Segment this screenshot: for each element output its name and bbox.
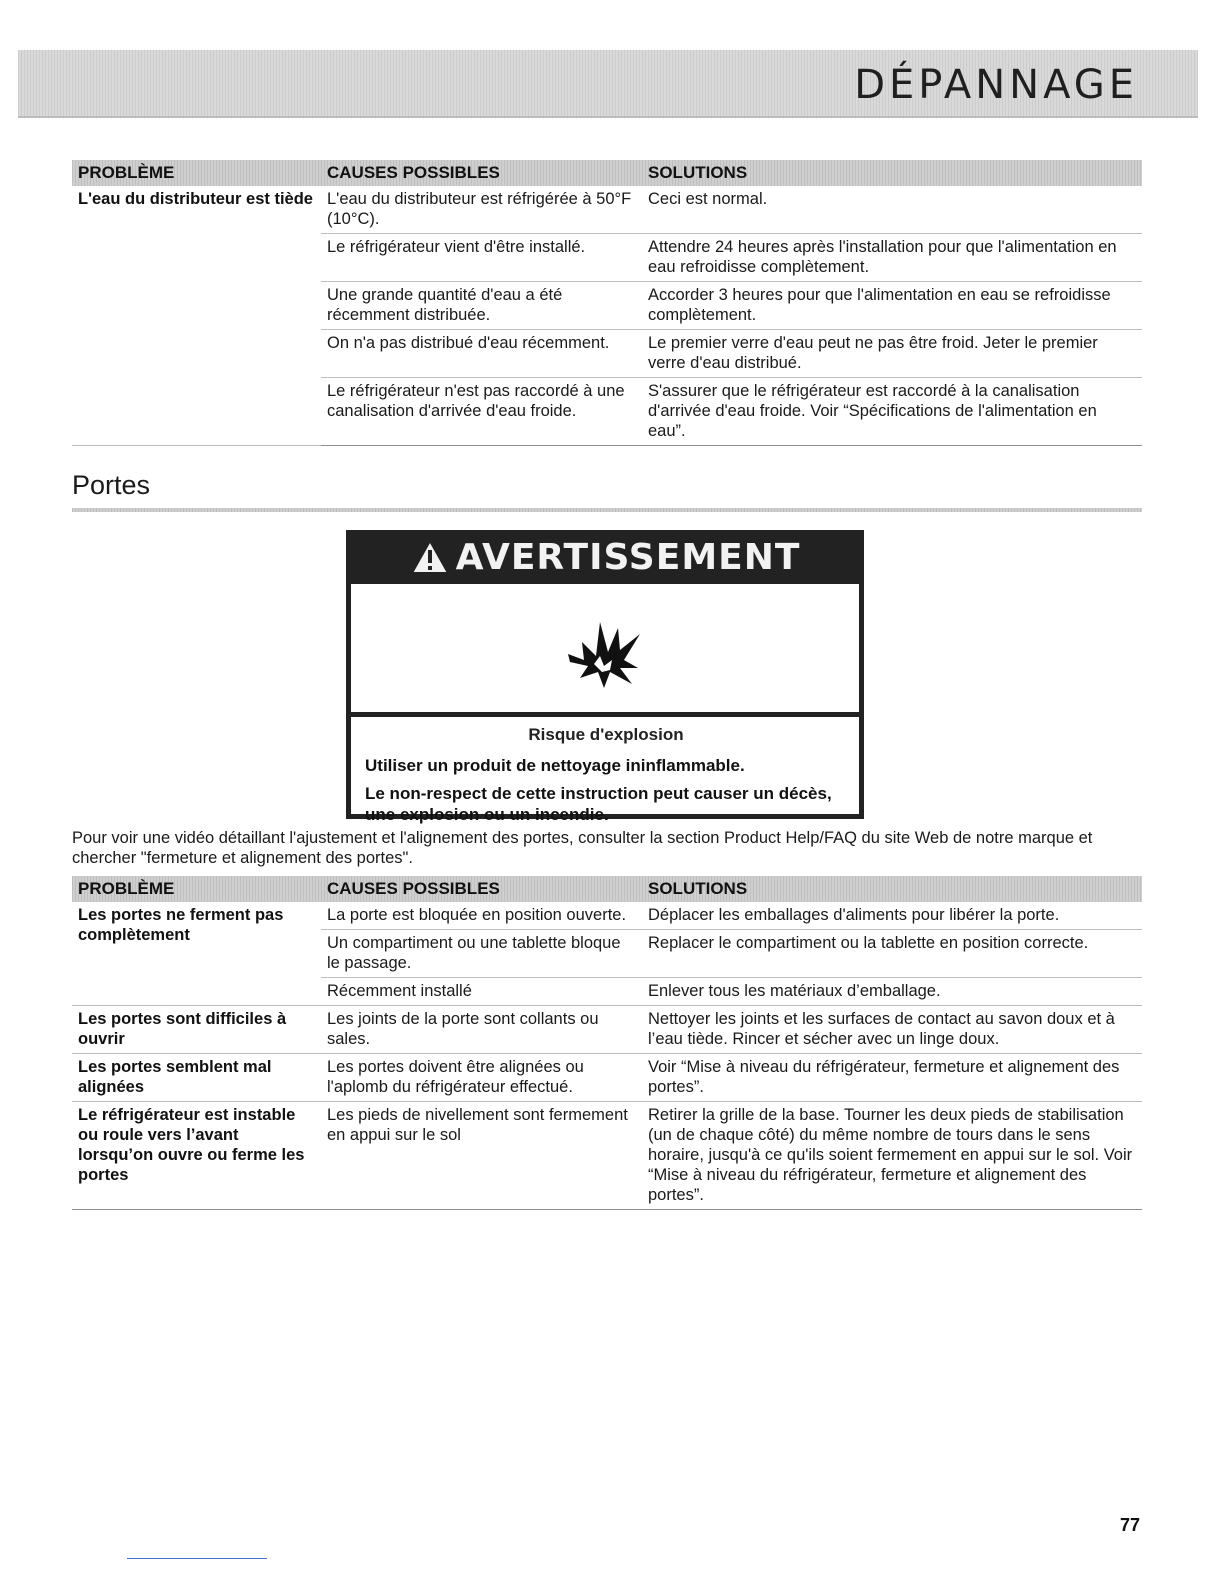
header-causes: CAUSES POSSIBLES [321, 876, 642, 902]
warning-risk: Risque d'explosion [528, 725, 684, 744]
solution-cell: Replacer le compartiment ou la tablette en position correcte. [642, 930, 1142, 978]
warning-title: AVERTISSEMENT [455, 536, 801, 578]
explosion-icon [560, 606, 650, 690]
table-header-row [72, 876, 1142, 902]
cause-cell: Un compartiment ou une tablette bloque le passage. [321, 930, 642, 978]
solution-cell: Le premier verre d'eau peut ne pas être froid. Jeter le premier verre d'eau distribué. [642, 330, 1142, 378]
table-row [72, 902, 1142, 930]
section-divider [72, 508, 1142, 512]
solution-cell: Enlever tous les matériaux d’emballage. [642, 978, 1142, 1006]
problem-cell: Les portes semblent mal alignées [72, 1054, 321, 1102]
problem-cell: Les portes ne ferment pas complètement [72, 902, 321, 1006]
cause-cell: Récemment installé [321, 978, 642, 1006]
table-row [72, 1006, 1142, 1054]
page-title: DÉPANNAGE [854, 62, 1138, 108]
cause-cell: La porte est bloquée en position ouverte. [321, 902, 642, 930]
solution-cell: Nettoyer les joints et les surfaces de contact au savon doux et à l’eau tiède. Rincer et sécher avec un linge doux. [642, 1006, 1142, 1054]
cause-cell: L'eau du distributeur est réfrigérée à 50°F (10°C). [321, 186, 642, 234]
page-number: 77 [1120, 1515, 1141, 1535]
cause-cell: Les portes doivent être alignées ou l'aplomb du réfrigérateur effectué. [321, 1054, 642, 1102]
problem-cell: L'eau du distributeur est tiède [72, 186, 321, 446]
header-solutions: SOLUTIONS [642, 876, 1142, 902]
table-row [72, 1054, 1142, 1102]
doors-troubleshooting-table [72, 876, 1142, 1210]
problem-cell: Le réfrigérateur est instable ou roule vers l’avant lorsqu’on ouvre ou ferme les portes [72, 1102, 321, 1210]
solution-cell: Accorder 3 heures pour que l'alimentation en eau se refroidisse complètement. [642, 282, 1142, 330]
water-troubleshooting-table [72, 160, 1142, 446]
warning-box [346, 530, 864, 824]
cause-cell: Les joints de la porte sont collants ou sales. [321, 1006, 642, 1054]
solution-cell: Ceci est normal. [642, 186, 1142, 234]
header-problem: PROBLÈME [72, 160, 321, 186]
warning-instruction: Utiliser un produit de nettoyage ininflammable. [365, 756, 745, 775]
problem-cell: Les portes sont difficiles à ouvrir [72, 1006, 321, 1054]
warning-icon-panel [351, 584, 859, 712]
warning-consequence: Le non-respect de cette instruction peut causer un décès, une explosion ou un incendie. [365, 784, 832, 824]
header-solutions: SOLUTIONS [642, 160, 1142, 186]
cause-cell: Les pieds de nivellement sont fermement en appui sur le sol [321, 1102, 642, 1210]
cause-cell: On n'a pas distribué d'eau récemment. [321, 330, 642, 378]
header-causes: CAUSES POSSIBLES [321, 160, 642, 186]
section-title: Portes [72, 470, 151, 500]
header-problem: PROBLÈME [72, 876, 321, 902]
table-row [72, 1102, 1142, 1210]
warning-text-panel [351, 717, 859, 824]
solution-cell: Attendre 24 heures après l'installation pour que l'alimentation en eau refroidisse complètement. [642, 234, 1142, 282]
solution-cell: S'assurer que le réfrigérateur est raccordé à la canalisation d'arrivée d'eau froide. Voir “Spécifications de l'alimentation en eau”. [642, 378, 1142, 446]
warning-header [346, 530, 864, 584]
cause-cell: Le réfrigérateur vient d'être installé. [321, 234, 642, 282]
cause-cell: Une grande quantité d'eau a été récemment distribuée. [321, 282, 642, 330]
header-banner [18, 50, 1198, 118]
table-row [72, 186, 1142, 234]
warning-triangle-icon [410, 539, 450, 575]
cause-cell: Le réfrigérateur n'est pas raccordé à une canalisation d'arrivée d'eau froide. [321, 378, 642, 446]
solution-cell: Déplacer les emballages d'aliments pour libérer la porte. [642, 902, 1142, 930]
solution-cell: Retirer la grille de la base. Tourner les deux pieds de stabilisation (un de chaque côté) du même nombre de tours dans le sens horaire, jusqu'à ce qu'ils soient fermement en appui sur le sol. Voir “Mise à niveau du réfrigérateur, fermeture et alignement des portes”. [642, 1102, 1142, 1210]
solution-cell: Voir “Mise à niveau du réfrigérateur, fermeture et alignement des portes”. [642, 1054, 1142, 1102]
video-note: Pour voir une vidéo détaillant l'ajustement et l'alignement des portes, consulter la section Product Help/FAQ du site Web de notre marque et chercher "fermeture et alignement des portes". [72, 829, 1093, 867]
footer-rule [127, 1558, 267, 1559]
table-header-row [72, 160, 1142, 186]
